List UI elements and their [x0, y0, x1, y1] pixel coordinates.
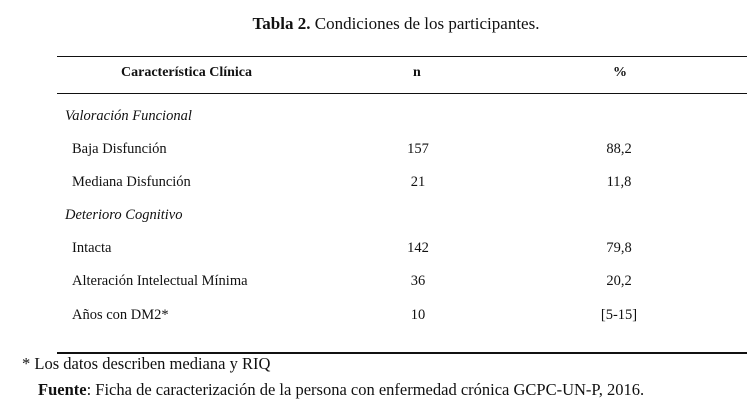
table-caption-text: Condiciones de los participantes. [310, 14, 540, 33]
row-label: Años con DM2* [72, 307, 169, 323]
table-header-rule [57, 93, 747, 94]
header-percent: % [613, 65, 627, 80]
group-label: Valoración Funcional [65, 108, 192, 124]
table-top-rule [57, 56, 747, 57]
table-caption [0, 14, 756, 34]
table-row [0, 141, 756, 161]
source-label: Fuente [38, 380, 87, 399]
table-row [0, 307, 756, 327]
row-n: 157 [407, 141, 429, 157]
row-label: Baja Disfunción [72, 141, 167, 157]
row-percent: [5-15] [600, 307, 638, 323]
group-row-valoracion-funcional [0, 108, 756, 128]
row-n: 36 [410, 273, 426, 289]
row-label: Intacta [72, 240, 112, 256]
table-row [0, 273, 756, 293]
row-n: 10 [410, 307, 426, 323]
row-label: Alteración Intelectual Mínima [72, 273, 248, 289]
row-n: 142 [407, 240, 429, 256]
row-percent: 79,8 [606, 240, 632, 256]
row-percent: 20,2 [606, 273, 632, 289]
row-label: Mediana Disfunción [72, 174, 191, 190]
footnote: * Los datos describen mediana y RIQ [22, 354, 271, 373]
header-n: n [413, 65, 421, 80]
source-text: : Ficha de caracterización de la persona con enfermedad crónica GCPC-UN-P, 2016. [86, 380, 645, 399]
row-n: 21 [410, 174, 426, 190]
table-row [0, 174, 756, 194]
row-percent: 11,8 [606, 174, 632, 190]
table-row [0, 240, 756, 260]
row-percent: 88,2 [606, 141, 632, 157]
source-line [38, 380, 644, 400]
table-caption-label: Tabla 2. [252, 14, 311, 33]
group-label: Deterioro Cognitivo [65, 207, 183, 223]
group-row-deterioro-cognitivo [0, 207, 756, 227]
header-characteristic: Característica Clínica [121, 65, 253, 80]
